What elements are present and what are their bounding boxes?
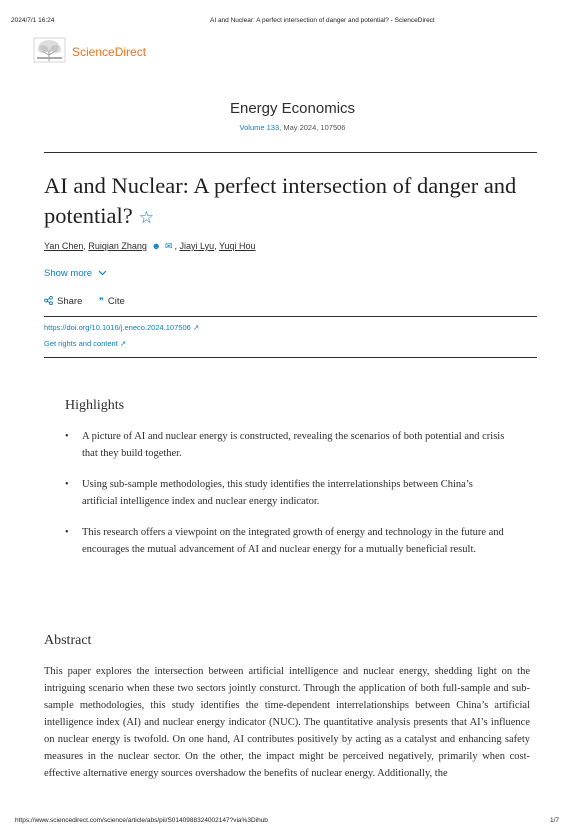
share-label: Share: [57, 296, 83, 307]
print-datetime: 2024/7/1 16:24: [11, 17, 55, 24]
share-button[interactable]: [44, 296, 85, 307]
abstract-text: This paper explores the intersection between artificial intelligence and nuclear energy, shedding light on the intriguing scenario when these two sectors jointly consturct. Through the application of both full-sample and sub-sample methodologies, this study identifies the time-dependent interrelationships between China’s artificial intelligence index (AI) and nuclear energy indicator (NUC). The quantitative analysis presents that AI’s influence on nuclear energy is twofold. On one hand, AI contributes positively by acting as a catalyst and enhancing safety measures in the nuclear sector. On the other, the impact might be perceived negatively, primarily when cost-effective alternative energy sources overshadow the benefits of nuclear energy. Additionally, the: [44, 666, 530, 779]
author-3[interactable]: Jiayi Lyu: [179, 241, 215, 251]
header-bottom-divider: [44, 357, 537, 358]
show-more-label: Show more: [44, 268, 93, 279]
doi-text: https://doi.org/10.1016/j.eneco.2024.107506: [44, 323, 191, 332]
article-title: [44, 171, 537, 233]
person-icon[interactable]: ☻: [151, 241, 161, 251]
print-url: https://www.sciencedirect.com/science/article/abs/pii/S0140988324002147?via%3Dihub: [15, 817, 268, 824]
journal-volume-line: [0, 123, 585, 132]
highlight-item: • Using sub-sample methodologies, this study identifies the interrelationships between China’s artificial intelligence index and nuclear energy indicator.: [65, 476, 505, 510]
cite-button[interactable]: [99, 296, 125, 307]
abstract-heading: Abstract: [44, 633, 92, 648]
sciencedirect-brand[interactable]: ScienceDirect: [72, 45, 147, 59]
journal-name[interactable]: Energy Economics: [229, 100, 356, 117]
show-more-button[interactable]: [44, 268, 107, 279]
highlights-list: [65, 428, 505, 572]
external-link-icon: ↗: [192, 323, 200, 332]
print-page-number: 1/7: [550, 817, 560, 824]
top-divider: [44, 152, 537, 153]
author-list: Yan Chen, Ruiqian Zhang ☻ ✉ , Jiayi Lyu, Yuqi Hou: [44, 241, 256, 251]
quote-icon: ❞: [99, 296, 104, 306]
highlight-item: • This research offers a viewpoint on the integrated growth of energy and technology in the future and encourages the mutual advancement of AI and nuclear energy for a mutually beneficial result.: [65, 524, 505, 558]
rights-link[interactable]: [44, 339, 126, 348]
chevron-down-icon: [98, 270, 107, 276]
tree-icon: [33, 37, 66, 63]
external-link-icon: ↗: [119, 339, 127, 348]
doi-link[interactable]: [44, 323, 199, 332]
author-1[interactable]: Yan Chen: [44, 241, 84, 251]
author-4[interactable]: Yuqi Hou: [219, 241, 256, 251]
volume-details: , May 2024, 107506: [279, 123, 346, 132]
highlights-heading: Highlights: [65, 398, 125, 413]
tools-divider: [44, 316, 537, 317]
share-icon: [44, 296, 53, 305]
cite-label: Cite: [107, 296, 125, 307]
author-2[interactable]: Ruiqian Zhang: [88, 241, 147, 251]
article-title-text: AI and Nuclear: A perfect intersection of danger and potential?: [44, 173, 517, 228]
highlight-item: • A picture of AI and nuclear energy is constructed, revealing the scenarios of both potential and crisis that they build together.: [65, 428, 505, 462]
elsevier-tree-logo[interactable]: [33, 37, 66, 63]
article-tools: [44, 296, 125, 307]
star-icon[interactable]: ☆: [138, 208, 154, 227]
volume-link[interactable]: Volume 133: [239, 123, 280, 132]
print-page-title: AI and Nuclear: A perfect intersection of danger and potential? - ScienceDirect: [210, 17, 435, 24]
envelope-icon[interactable]: ✉: [164, 241, 173, 251]
rights-text: Get rights and content: [44, 339, 118, 348]
